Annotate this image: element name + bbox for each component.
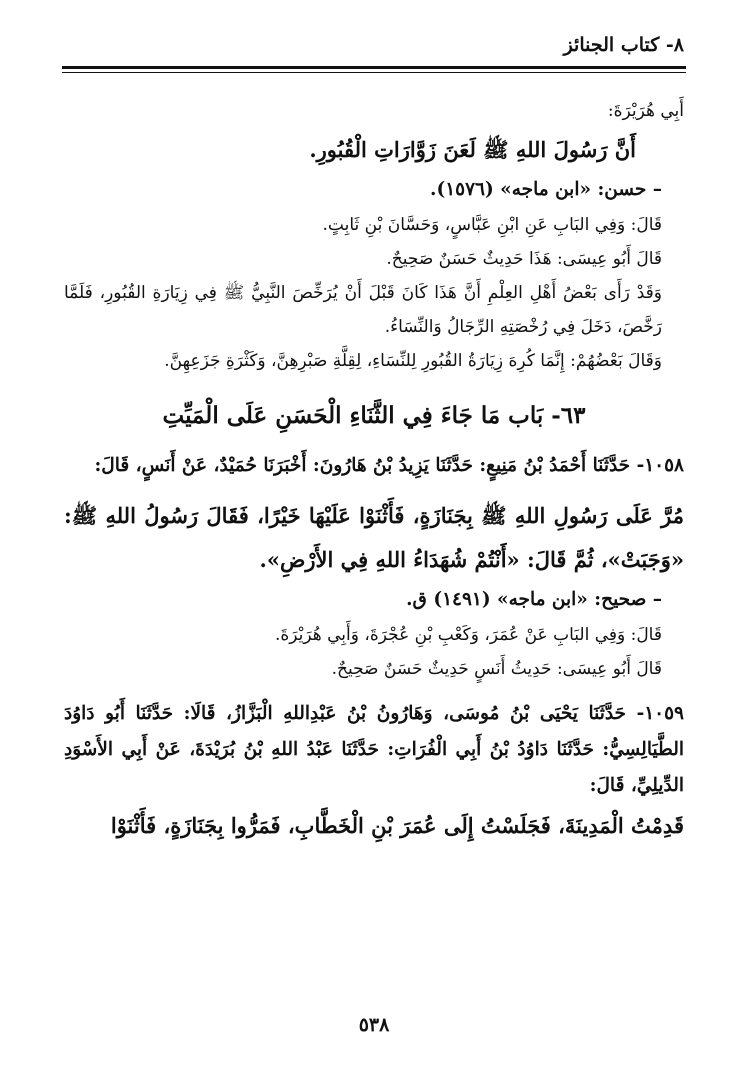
hadith-matn: قَدِمْتُ الْمَدِينَةَ، فَجَلَسْتُ إِلَى عُمَرَ بْنِ الْخَطَّابِ، فَمَرُّوا بِجَنَازَةٍ، فَأَثْنَوْا bbox=[110, 813, 684, 838]
text-line: وَقَالَ بَعْضُهُمْ: إِنَّمَا كُرِهَ زِيَارَةُ القُبُورِ لِلنِّسَاءِ، لِقِلَّةِ صَبْرِهِنَّ، وَكَثْرَةِ جَزَعِهِنَّ. bbox=[164, 351, 662, 371]
grading-note: – حسن: «ابن ماجه» (١٥٧٦). bbox=[430, 179, 662, 200]
grading-note: – صحيح: «ابن ماجه» (١٤٩١) ق. bbox=[406, 589, 662, 610]
header-rule-thick bbox=[62, 66, 686, 69]
text-paragraph: وَقَدْ رَأَى بَعْضُ أَهْلِ العِلْمِ أَنَّ هَذَا كَانَ قَبْلَ أَنْ يُرَخِّصَ النَّبِيُّ ﷺ فِي زِيَارَةِ القُبُورِ، فَلَمَّا رَخَّصَ، دَخَلَ فِي رُخْصَتِهِ الرِّجَالُ وَالنِّسَاءُ. bbox=[64, 283, 662, 337]
spacer bbox=[64, 686, 684, 696]
chapter-heading: ٦٣- بَاب مَا جَاءَ فِي الثَّنَاءِ الْحَسَنِ عَلَى الْمَيِّتِ bbox=[162, 402, 586, 429]
hadith-matn: مُرَّ عَلَى رَسُولِ اللهِ ﷺ بِجَنَازَةٍ، فَأَثْنَوْا عَلَيْهَا خَيْرًا، فَقَالَ رَسُولُ اللهِ ﷺ: «وَجَبَتْ»، ثُمَّ قَالَ: «أَنْتُمْ شُهَدَاءُ اللهِ فِي الأَرْضِ». bbox=[64, 503, 684, 572]
text-line: قَالَ أَبُو عِيسَى: هَذَا حَدِيثٌ حَسَنٌ صَحِيحٌ. bbox=[386, 249, 662, 269]
text-line: قَالَ: وَفِي البَابِ عَنْ عُمَرَ، وَكَعْبِ بْنِ عُجْرَةَ، وَأَبِي هُرَيْرَةَ. bbox=[274, 625, 662, 645]
isnad-paragraph: ١٠٥٨- حَدَّثَنَا أَحْمَدُ بْنُ مَنِيعٍ: حَدَّثَنَا يَزِيدُ بْنُ هَارُونَ: أَخْبَرَنَا حُمَيْدٌ، عَنْ أَنَسٍ، قَالَ: bbox=[94, 455, 684, 476]
spacer bbox=[64, 484, 684, 494]
running-title: ٨- كتاب الجنائز bbox=[563, 34, 684, 56]
page-body bbox=[64, 94, 684, 848]
page-header bbox=[64, 30, 684, 70]
hadith-matn: أَنَّ رَسُولَ اللهِ ﷺ لَعَنَ زَوَّارَاتِ الْقُبُورِ. bbox=[309, 137, 636, 162]
text-line: أَبِي هُرَيْرَةَ: bbox=[607, 101, 684, 121]
header-rule-thin bbox=[62, 72, 686, 73]
text-line: قَالَ أَبُو عِيسَى: حَدِيثُ أَنَسٍ حَدِيثٌ حَسَنٌ صَحِيحٌ. bbox=[331, 659, 662, 679]
isnad-paragraph: ١٠٥٩- حَدَّثَنَا يَحْيَى بْنُ مُوسَى، وَهَارُونُ بْنُ عَبْدِاللهِ الْبَزَّازُ، قَالَا: حَدَّثَنَا أَبُو دَاوُدَ الطَّيَالِسِيُّ: حَدَّثَنَا دَاوُدُ بْنُ أَبِي الْفُرَاتِ: حَدَّثَنَا عَبْدُ اللهِ بْنُ بُرَيْدَةَ، عَنْ أَبِي الأَسْوَدِ الدِّيلِيِّ، قَالَ: bbox=[64, 703, 684, 796]
text-line: قَالَ: وَفِي البَابِ عَنِ ابْنِ عَبَّاسٍ، وَحَسَّانَ بْنِ ثَابِتٍ. bbox=[322, 215, 662, 235]
page-number: ٥٣٨ bbox=[358, 1014, 390, 1036]
